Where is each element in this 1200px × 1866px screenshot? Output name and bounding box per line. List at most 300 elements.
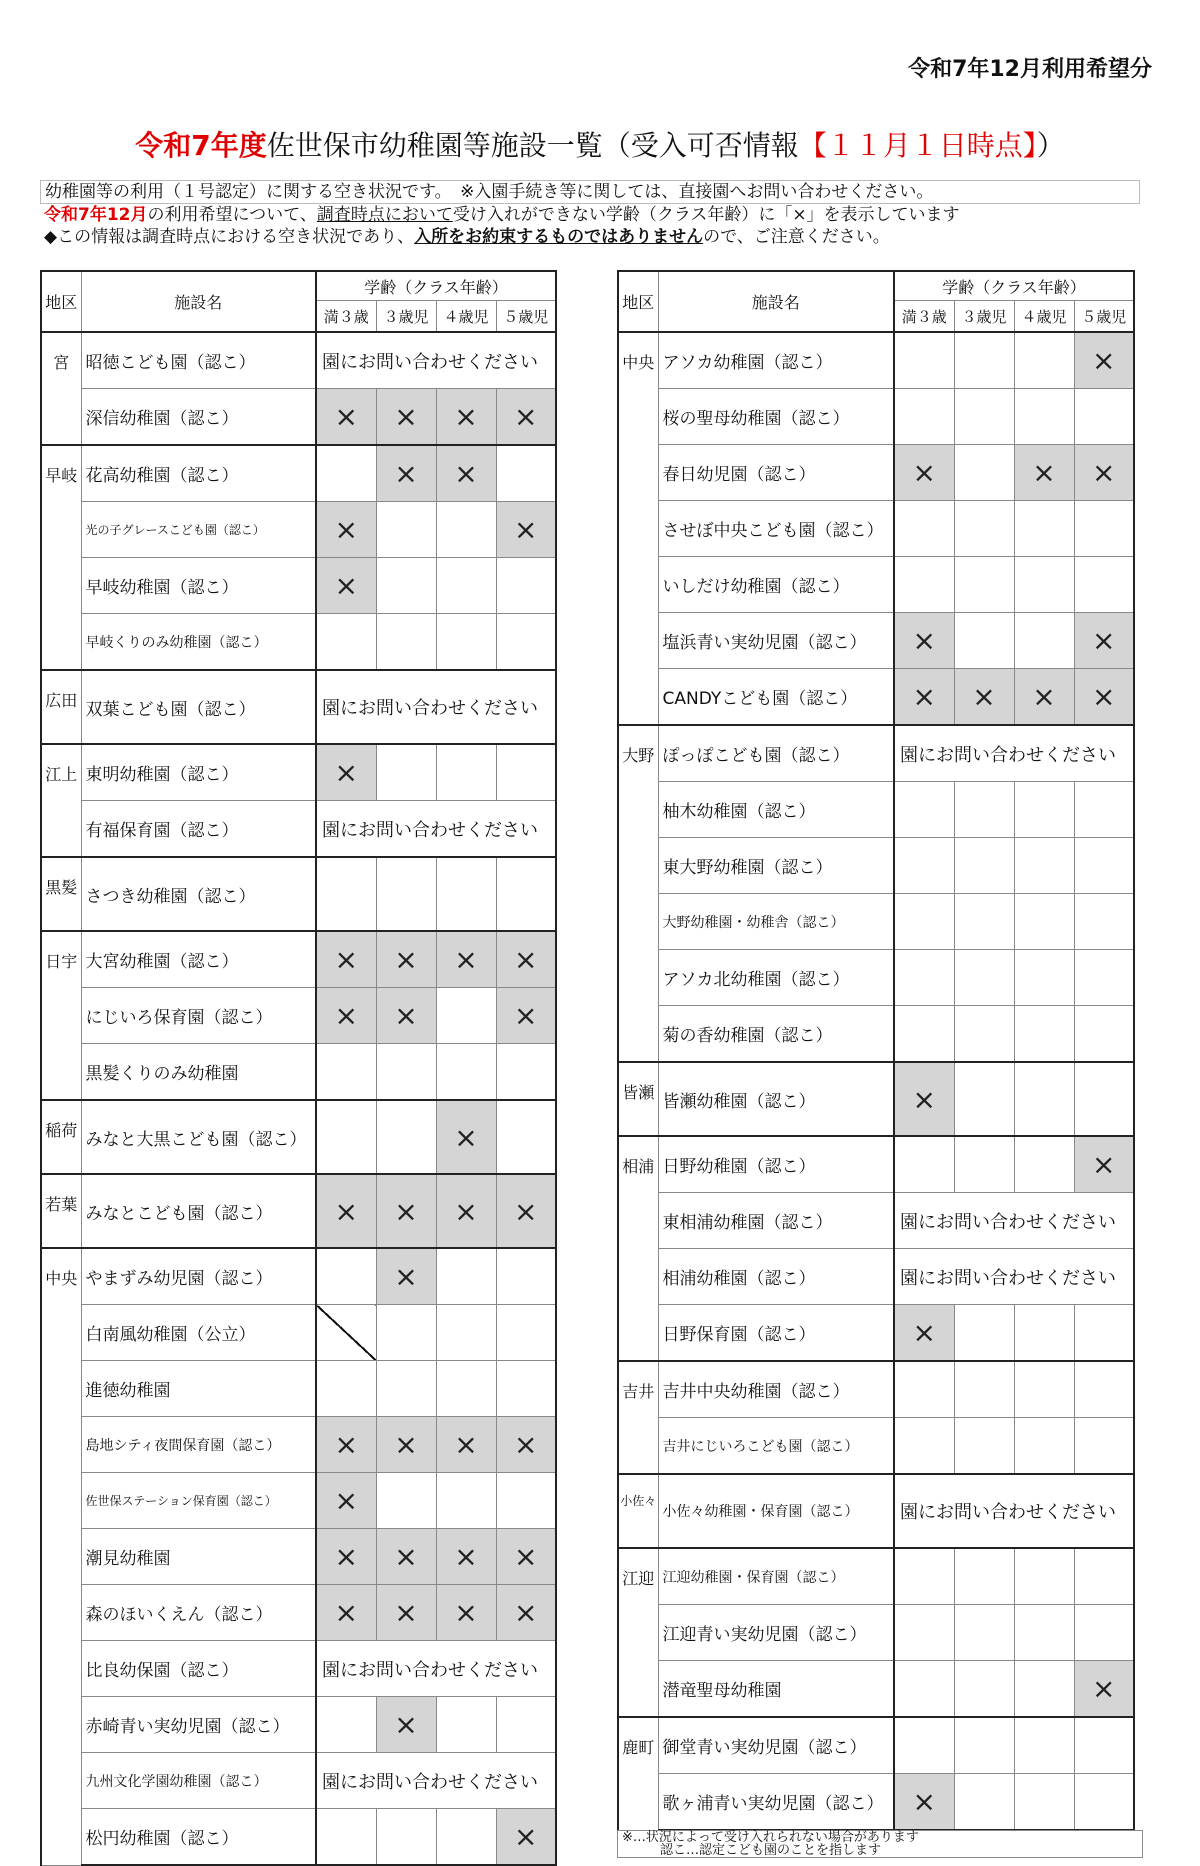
area-cell: 早岐 <box>41 445 81 670</box>
table-row <box>618 669 1134 726</box>
available-cell <box>316 1697 376 1753</box>
available-cell <box>1014 894 1074 950</box>
available-cell <box>1014 838 1074 894</box>
available-cell <box>1014 1361 1074 1418</box>
available-cell <box>894 782 954 838</box>
table-row <box>618 557 1134 613</box>
area-cell: 江上 <box>41 744 81 857</box>
facility-name: 比良幼保園（認こ） <box>81 1641 316 1697</box>
facility-name: 潜竜聖母幼稚園 <box>658 1661 894 1718</box>
unavailable-mark: × <box>1074 332 1134 389</box>
area-cell: 鹿町 <box>618 1717 658 1830</box>
header-area: 地区 <box>41 271 81 332</box>
unavailable-mark: × <box>376 1697 436 1753</box>
facility-name: やまずみ幼児園（認こ） <box>81 1248 316 1305</box>
available-cell <box>1074 1305 1134 1362</box>
available-cell <box>496 558 556 614</box>
available-cell <box>894 557 954 613</box>
available-cell <box>894 1605 954 1661</box>
available-cell <box>316 1100 376 1174</box>
unavailable-mark: × <box>376 988 436 1044</box>
facility-name: させぼ中央こども園（認こ） <box>658 501 894 557</box>
contact-note: 園にお問い合わせください <box>316 801 556 858</box>
available-cell <box>954 613 1014 669</box>
facility-name: 深信幼稚園（認こ） <box>81 389 316 446</box>
unavailable-mark: × <box>1074 669 1134 726</box>
available-cell <box>1014 1661 1074 1718</box>
facility-name: 日野保育園（認こ） <box>658 1305 894 1362</box>
available-cell <box>1074 389 1134 445</box>
available-cell <box>1074 838 1134 894</box>
table-row <box>618 1774 1134 1831</box>
available-cell <box>894 1548 954 1605</box>
note-text: ので、ご注意ください。 <box>703 227 890 247</box>
table-row <box>41 1305 556 1361</box>
available-cell <box>1074 950 1134 1006</box>
unavailable-mark: × <box>496 1417 556 1473</box>
contact-note: 園にお問い合わせください <box>316 1641 556 1697</box>
facility-name: 潮見幼稚園 <box>81 1529 316 1585</box>
note-line-2 <box>40 204 1160 226</box>
notes <box>40 180 1160 248</box>
available-cell <box>316 1044 376 1101</box>
area-cell: 若葉 <box>41 1174 81 1248</box>
page-title <box>0 124 1200 164</box>
table-row <box>618 1418 1134 1475</box>
unavailable-mark: × <box>496 1809 556 1866</box>
table-row <box>618 445 1134 501</box>
facility-name: 有福保育園（認こ） <box>81 801 316 858</box>
available-cell <box>894 1006 954 1063</box>
table-row <box>41 1174 556 1248</box>
facility-name: CANDYこども園（認こ） <box>658 669 894 726</box>
table-row <box>618 1249 1134 1305</box>
header-grade-group: 学齢（クラス年齢） <box>894 271 1134 301</box>
available-cell <box>376 502 436 558</box>
table-row <box>618 501 1134 557</box>
available-cell <box>316 1361 376 1417</box>
table-row <box>41 1417 556 1473</box>
table-row <box>618 725 1134 782</box>
table-row <box>41 389 556 446</box>
available-cell <box>894 950 954 1006</box>
table-row <box>41 1361 556 1417</box>
table-row <box>618 1548 1134 1605</box>
available-cell <box>436 1305 496 1361</box>
facility-name: にじいろ保育園（認こ） <box>81 988 316 1044</box>
area-cell: 日宇 <box>41 931 81 1100</box>
available-cell <box>436 744 496 801</box>
note-text: の利用希望について、 <box>147 205 317 225</box>
available-cell <box>496 1248 556 1305</box>
unavailable-mark: × <box>316 1529 376 1585</box>
available-cell <box>1074 1006 1134 1063</box>
table-row <box>41 1248 556 1305</box>
available-cell <box>436 1473 496 1529</box>
facility-name: 歌ヶ浦青い実幼児園（認こ） <box>658 1774 894 1831</box>
area-cell: 相浦 <box>618 1136 658 1361</box>
unavailable-mark: × <box>316 988 376 1044</box>
unavailable-mark: × <box>436 1529 496 1585</box>
unavailable-mark: × <box>894 445 954 501</box>
available-cell <box>496 744 556 801</box>
facility-name: 吉井にじいろこども園（認こ） <box>658 1418 894 1475</box>
facility-name: 江迎幼稚園・保育園（認こ） <box>658 1548 894 1605</box>
available-cell <box>436 1697 496 1753</box>
facility-name: 早岐くりのみ幼稚園（認こ） <box>81 614 316 671</box>
right-table-body <box>618 332 1134 1830</box>
available-cell <box>436 1248 496 1305</box>
available-cell <box>1074 894 1134 950</box>
available-cell <box>954 1136 1014 1193</box>
table-row <box>618 950 1134 1006</box>
facility-name: 赤崎青い実幼児園（認こ） <box>81 1697 316 1753</box>
available-cell <box>1014 389 1074 445</box>
facility-name: アソカ北幼稚園（認こ） <box>658 950 894 1006</box>
area-cell: 黒髪 <box>41 857 81 931</box>
facility-name: 御堂青い実幼児園（認こ） <box>658 1717 894 1774</box>
available-cell <box>954 501 1014 557</box>
available-cell <box>376 1100 436 1174</box>
table-row <box>618 613 1134 669</box>
table-row <box>618 1605 1134 1661</box>
title-year: 令和7年度 <box>135 129 267 162</box>
unavailable-mark: × <box>894 613 954 669</box>
available-cell <box>1074 1717 1134 1774</box>
available-cell <box>1014 613 1074 669</box>
contact-note: 園にお問い合わせください <box>316 670 556 744</box>
note-underline: 調査時点において <box>316 205 453 225</box>
unavailable-mark: × <box>376 1174 436 1248</box>
facility-name: 白南風幼稚園（公立） <box>81 1305 316 1361</box>
facility-name: 進徳幼稚園 <box>81 1361 316 1417</box>
facility-name: ぽっぽこども園（認こ） <box>658 725 894 782</box>
available-cell <box>496 1100 556 1174</box>
facility-name: 森のほいくえん（認こ） <box>81 1585 316 1641</box>
available-cell <box>496 1473 556 1529</box>
available-cell <box>1074 1361 1134 1418</box>
available-cell <box>954 1361 1014 1418</box>
header-col: ５歳児 <box>496 301 556 333</box>
available-cell <box>1074 501 1134 557</box>
table-row <box>41 1529 556 1585</box>
available-cell <box>954 950 1014 1006</box>
facility-name: 佐世保ステーション保育園（認こ） <box>81 1473 316 1529</box>
available-cell <box>1014 950 1074 1006</box>
area-cell: 広田 <box>41 670 81 744</box>
table-row <box>618 1305 1134 1362</box>
table-row <box>41 614 556 671</box>
available-cell <box>954 445 1014 501</box>
unavailable-mark: × <box>436 445 496 502</box>
available-cell <box>1014 332 1074 389</box>
table-row <box>618 1062 1134 1136</box>
available-cell <box>376 744 436 801</box>
available-cell <box>954 782 1014 838</box>
available-cell <box>376 558 436 614</box>
available-cell <box>436 857 496 931</box>
table-row <box>41 988 556 1044</box>
available-cell <box>376 614 436 671</box>
table-row <box>41 744 556 801</box>
table-row <box>41 1809 556 1866</box>
available-cell <box>1074 1548 1134 1605</box>
available-cell <box>1074 1774 1134 1831</box>
facility-name: アソカ幼稚園（認こ） <box>658 332 894 389</box>
facility-name: いしだけ幼稚園（認こ） <box>658 557 894 613</box>
table-row <box>618 1717 1134 1774</box>
table-row <box>41 931 556 988</box>
facility-name: 大野幼稚園・幼稚舎（認こ） <box>658 894 894 950</box>
left-facility-table <box>40 270 557 1866</box>
unavailable-mark: × <box>376 389 436 446</box>
area-cell: 小佐々 <box>618 1474 658 1548</box>
available-cell <box>1014 1548 1074 1605</box>
available-cell <box>954 1305 1014 1362</box>
facility-name: 小佐々幼稚園・保育園（認こ） <box>658 1474 894 1548</box>
unavailable-mark: × <box>1074 1136 1134 1193</box>
available-cell <box>376 1473 436 1529</box>
contact-note: 園にお問い合わせください <box>894 1474 1134 1548</box>
available-cell <box>894 501 954 557</box>
facility-name: さつき幼稚園（認こ） <box>81 857 316 931</box>
available-cell <box>894 1661 954 1718</box>
available-cell <box>954 1006 1014 1063</box>
available-cell <box>376 1809 436 1866</box>
unavailable-mark: × <box>1074 445 1134 501</box>
available-cell <box>496 1305 556 1361</box>
table-row <box>41 445 556 502</box>
unavailable-mark: × <box>496 1174 556 1248</box>
unavailable-mark: × <box>496 1529 556 1585</box>
header-grade-group: 学齢（クラス年齢） <box>316 271 556 301</box>
available-cell <box>436 558 496 614</box>
facility-name: みなと大黒こども園（認こ） <box>81 1100 316 1174</box>
available-cell <box>894 894 954 950</box>
header-col: 満３歳 <box>316 301 376 333</box>
facility-name: 黒髪くりのみ幼稚園 <box>81 1044 316 1101</box>
available-cell <box>1014 1062 1074 1136</box>
available-cell <box>436 988 496 1044</box>
area-cell: 中央 <box>618 332 658 725</box>
unavailable-mark: × <box>1014 669 1074 726</box>
unavailable-mark: × <box>436 389 496 446</box>
available-cell <box>1074 782 1134 838</box>
available-cell <box>1014 782 1074 838</box>
area-cell: 江迎 <box>618 1548 658 1717</box>
facility-name: 島地シティ夜間保育園（認こ） <box>81 1417 316 1473</box>
header-col: ４歳児 <box>436 301 496 333</box>
available-cell <box>496 1361 556 1417</box>
header-facility: 施設名 <box>658 271 894 332</box>
table-row <box>41 1585 556 1641</box>
table-row <box>41 801 556 858</box>
available-cell <box>1014 1605 1074 1661</box>
unavailable-mark: × <box>316 931 376 988</box>
unavailable-mark: × <box>436 1585 496 1641</box>
facility-name: 大宮幼稚園（認こ） <box>81 931 316 988</box>
title-main: 佐世保市幼稚園等施設一覧（受入可否情報 <box>266 129 799 162</box>
contact-note: 園にお問い合わせください <box>316 1753 556 1809</box>
facility-name: 東明幼稚園（認こ） <box>81 744 316 801</box>
unavailable-mark: × <box>376 1585 436 1641</box>
table-row <box>41 1753 556 1809</box>
available-cell <box>954 389 1014 445</box>
available-cell <box>894 1136 954 1193</box>
area-cell: 中央 <box>41 1248 81 1865</box>
unavailable-mark: × <box>376 931 436 988</box>
unavailable-mark: × <box>1074 613 1134 669</box>
unavailable-mark: × <box>376 1529 436 1585</box>
available-cell <box>954 1717 1014 1774</box>
unavailable-mark: × <box>436 931 496 988</box>
available-cell <box>954 1062 1014 1136</box>
available-cell <box>436 1361 496 1417</box>
facility-name: 相浦幼稚園（認こ） <box>658 1249 894 1305</box>
unavailable-mark: × <box>496 1585 556 1641</box>
unavailable-mark: × <box>894 1062 954 1136</box>
header-col: ４歳児 <box>1014 301 1074 333</box>
available-cell <box>436 614 496 671</box>
available-cell <box>376 1305 436 1361</box>
note-text: 受け入れができない学齢（クラス年齢）に「×」を表示しています <box>452 205 960 225</box>
contact-note: 園にお問い合わせください <box>894 1249 1134 1305</box>
facility-name: 吉井中央幼稚園（認こ） <box>658 1361 894 1418</box>
available-cell <box>1074 1605 1134 1661</box>
facility-name: 日野幼稚園（認こ） <box>658 1136 894 1193</box>
facility-name: 九州文化学園幼稚園（認こ） <box>81 1753 316 1809</box>
unavailable-mark: × <box>316 1585 376 1641</box>
available-cell <box>1014 501 1074 557</box>
facility-name: 江迎青い実幼児園（認こ） <box>658 1605 894 1661</box>
header-col: ３歳児 <box>376 301 436 333</box>
facility-name: 柚木幼稚園（認こ） <box>658 782 894 838</box>
facility-name: 光の子グレースこども園（認こ） <box>81 502 316 558</box>
table-row <box>618 1193 1134 1249</box>
available-cell <box>1014 1418 1074 1475</box>
table-row <box>618 389 1134 445</box>
unavailable-mark: × <box>436 1100 496 1174</box>
unavailable-mark: × <box>376 445 436 502</box>
unavailable-mark: × <box>436 1174 496 1248</box>
table-row <box>618 894 1134 950</box>
available-cell <box>376 1044 436 1101</box>
header-area: 地区 <box>618 271 658 332</box>
contact-note: 園にお問い合わせください <box>894 725 1134 782</box>
unavailable-mark: × <box>316 558 376 614</box>
footnote-line-2: 認こ…認定こども園のことを指します <box>660 1843 882 1858</box>
available-cell <box>316 445 376 502</box>
available-cell <box>954 1774 1014 1831</box>
unavailable-mark: × <box>316 502 376 558</box>
facility-name: 春日幼児園（認こ） <box>658 445 894 501</box>
available-cell <box>954 1548 1014 1605</box>
available-cell <box>1074 1418 1134 1475</box>
table-row <box>618 1474 1134 1548</box>
table-row <box>618 838 1134 894</box>
available-cell <box>894 1717 954 1774</box>
available-cell <box>436 1809 496 1866</box>
unavailable-mark: × <box>496 988 556 1044</box>
available-cell <box>316 857 376 931</box>
table-row <box>41 332 556 389</box>
facility-name: 早岐幼稚園（認こ） <box>81 558 316 614</box>
contact-note: 園にお問い合わせください <box>316 332 556 389</box>
note-month: 令和7年12月 <box>44 205 148 225</box>
available-cell <box>496 445 556 502</box>
available-cell <box>1014 1774 1074 1831</box>
available-cell <box>954 1605 1014 1661</box>
table-row <box>618 782 1134 838</box>
unavailable-mark: × <box>496 502 556 558</box>
facility-name: 皆瀬幼稚園（認こ） <box>658 1062 894 1136</box>
available-cell <box>376 857 436 931</box>
available-cell <box>376 1361 436 1417</box>
title-date: 【１１月１日時点】 <box>798 129 1037 162</box>
unavailable-mark: × <box>436 1417 496 1473</box>
table-row <box>41 1641 556 1697</box>
table-row <box>618 1361 1134 1418</box>
facility-name: 双葉こども園（認こ） <box>81 670 316 744</box>
unavailable-mark: × <box>954 669 1014 726</box>
header-col: 満３歳 <box>894 301 954 333</box>
facility-name: 昭徳こども園（認こ） <box>81 332 316 389</box>
unavailable-mark: × <box>376 1417 436 1473</box>
table-row <box>41 1473 556 1529</box>
available-cell <box>316 1809 376 1866</box>
unavailable-mark: × <box>316 1417 376 1473</box>
unavailable-mark: × <box>316 1473 376 1529</box>
unavailable-mark: × <box>316 389 376 446</box>
area-cell: 稲荷 <box>41 1100 81 1174</box>
table-row <box>618 1136 1134 1193</box>
note-emphasis: 入所をお約束するものではありません <box>414 227 704 247</box>
left-table-body <box>41 332 556 1865</box>
note-line-3 <box>40 226 1160 248</box>
table-row <box>618 1661 1134 1718</box>
available-cell <box>894 332 954 389</box>
header-facility: 施設名 <box>81 271 316 332</box>
facility-name: 松円幼稚園（認こ） <box>81 1809 316 1866</box>
unavailable-mark: × <box>496 931 556 988</box>
right-facility-table <box>617 270 1135 1831</box>
available-cell <box>954 894 1014 950</box>
available-cell <box>496 857 556 931</box>
unavailable-mark: × <box>1074 1661 1134 1718</box>
available-cell <box>1014 1136 1074 1193</box>
unavailable-mark: × <box>894 669 954 726</box>
available-cell <box>496 1697 556 1753</box>
area-cell: 皆瀬 <box>618 1062 658 1136</box>
facility-name: 東大野幼稚園（認こ） <box>658 838 894 894</box>
available-cell <box>894 389 954 445</box>
facility-name: 東相浦幼稚園（認こ） <box>658 1193 894 1249</box>
table-row <box>618 332 1134 389</box>
available-cell <box>316 1248 376 1305</box>
month-label: 令和7年12月利用希望分 <box>908 57 1152 82</box>
facility-name: みなとこども園（認こ） <box>81 1174 316 1248</box>
available-cell <box>1074 557 1134 613</box>
unavailable-mark: × <box>894 1305 954 1362</box>
area-cell: 宮 <box>41 332 81 445</box>
facility-name: 塩浜青い実幼児園（認こ） <box>658 613 894 669</box>
available-cell <box>496 1044 556 1101</box>
available-cell <box>1074 1062 1134 1136</box>
facility-name: 菊の香幼稚園（認こ） <box>658 1006 894 1063</box>
available-cell <box>954 557 1014 613</box>
available-cell <box>436 1044 496 1101</box>
unavailable-mark: × <box>316 1174 376 1248</box>
